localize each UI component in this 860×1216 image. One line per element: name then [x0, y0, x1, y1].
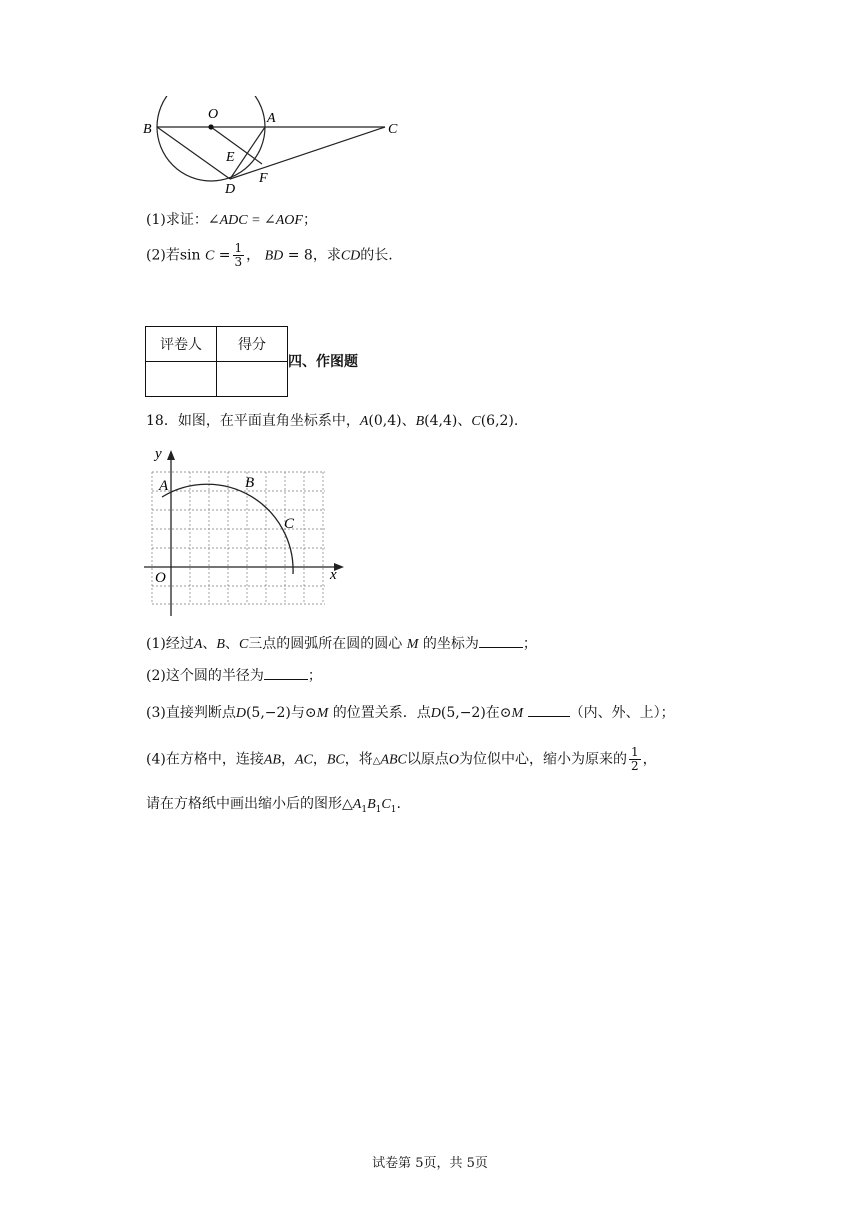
label-a: A [267, 111, 276, 126]
score-table [145, 326, 288, 397]
q18-part4: (4)在方格中，连接AB，AC，BC，将△ABC以原点O为位似中心，缩小为原来的 $\frac{1}{2}$ ， [146, 745, 657, 773]
q17-part2: (2)若sin C = $\frac{1}{3}$ ， BD = 8，求CD的长. [146, 241, 393, 269]
page-footer: 试卷第 5页，共 5页 [372, 1156, 488, 1171]
label-o: O [208, 107, 219, 122]
label-e: E [226, 150, 235, 165]
q18-part3: (3)直接判断点D(5,−2)与⊙M 的位置关系．点D(5,−2)在⊙M （内、外、上）； [146, 705, 675, 721]
answer-blank-center[interactable] [479, 635, 523, 648]
circle-figure [140, 96, 420, 200]
q18-part1: (1)经过A、B、C三点的圆弧所在圆的圆心 M 的坐标为 ； [146, 636, 537, 652]
q18-intro: 18．如图，在平面直角坐标系中，A(0,4)、B(4,4)、C(6,2). [146, 413, 519, 429]
grid-figure [140, 440, 360, 616]
answer-blank-radius[interactable] [264, 667, 308, 680]
q18-part2: (2)这个圆的半径为 ； [146, 668, 322, 684]
q18-part5: 请在方格纸中画出缩小后的图形$\triangle A_1B_1C_1$. [146, 796, 401, 815]
label-point-c: C [284, 516, 295, 532]
axis-label-x: x [330, 567, 337, 583]
fraction-one-half: $\frac{1}{2}$ [631, 745, 639, 773]
label-origin: O [155, 570, 166, 586]
fraction-one-third: $\frac{1}{3}$ [234, 241, 243, 269]
score-table-cell-grader[interactable] [146, 362, 217, 397]
label-c: C [388, 122, 398, 137]
label-point-a: A [159, 478, 169, 494]
q17-part1: (1)求证：∠ADC = ∠AOF； [146, 212, 317, 228]
section-title: 四、作图题 [288, 354, 358, 370]
label-d: D [225, 182, 236, 197]
score-table-header-score: 得分 [217, 327, 288, 362]
label-b: B [143, 122, 152, 137]
axis-label-y: y [155, 446, 162, 462]
score-table-header-grader: 评卷人 [146, 327, 217, 362]
answer-blank-position[interactable] [528, 704, 570, 717]
label-point-b: B [245, 475, 255, 491]
label-f: F [259, 171, 268, 186]
score-table-cell-score[interactable] [217, 362, 288, 397]
